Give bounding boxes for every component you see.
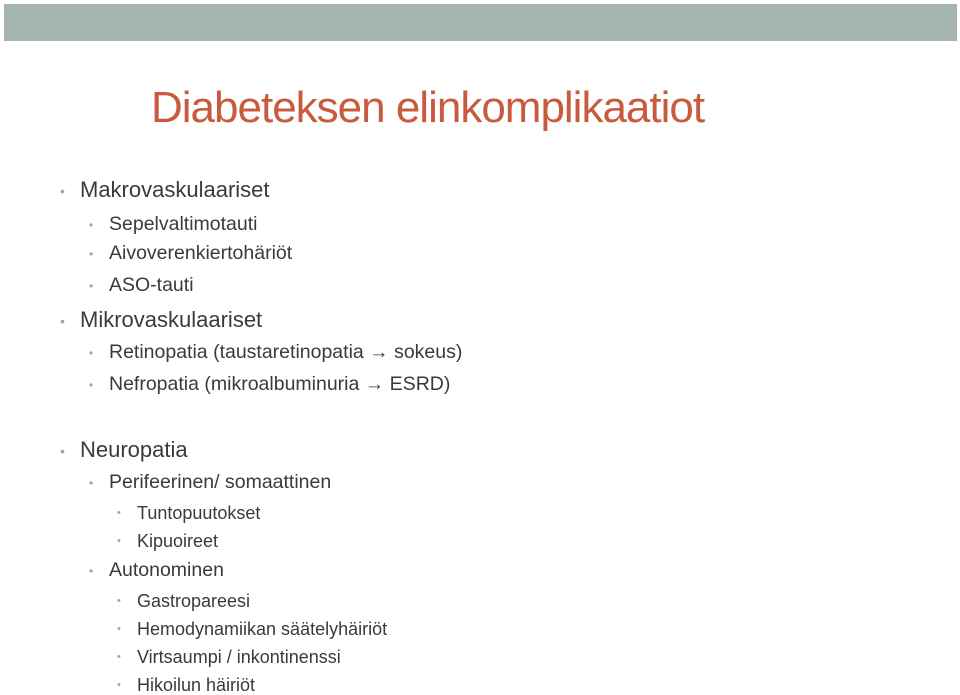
bullet-item-mikrovaskulaariset [60,307,263,332]
slide-title: Diabeteksen elinkomplikaatiot [151,83,705,132]
bullet-text: Autonominen [109,559,224,581]
bullet-item-sepelvaltimotauti [89,213,258,235]
bullet-text: Hikoilun häiriöt [137,675,256,695]
bullet-text: Kipuoireet [137,531,219,551]
bullet-item-virtsaumpi [117,647,341,667]
bullet-item-gastropareesi [117,591,251,611]
bullet-item-nefropatia [89,373,451,395]
bullet-icon: • [89,476,94,490]
bullet-item-aso-tauti [89,274,194,296]
bullet-item-hemodynamiikan [117,619,388,639]
bullet-text: Sepelvaltimotauti [109,213,258,235]
bullet-icon: • [89,564,94,578]
bullet-icon: • [60,313,65,329]
bullet-icon: • [89,378,94,392]
bullet-icon: • [117,595,121,607]
bullet-item-tuntopuutokset [117,503,261,523]
bullet-icon: • [117,535,121,547]
bullet-text: ASO-tauti [109,274,194,296]
bullet-item-hikoilun [117,675,256,695]
bullet-item-neuropatia [60,437,188,462]
bullet-icon: • [60,443,65,459]
bullet-icon: • [89,346,94,360]
bullet-text: Nefropatia (mikroalbuminuria → ESRD) [109,373,451,395]
bullet-text: Makrovaskulaariset [80,177,270,202]
bullet-icon: • [117,679,121,691]
bullet-text: Neuropatia [80,437,188,462]
bullet-item-makrovaskulaariset [60,177,270,202]
bullet-item-retinopatia [89,341,463,363]
bullet-icon: • [89,279,94,293]
bullet-icon: • [89,247,94,261]
bullet-text: Retinopatia (taustaretinopatia → sokeus) [109,341,463,363]
bullet-text: Perifeerinen/ somaattinen [109,471,332,493]
bullet-text: Virtsaumpi / inkontinenssi [137,647,341,667]
bullet-text: Gastropareesi [137,591,251,611]
bullet-icon: • [117,507,121,519]
bullet-icon: • [117,651,121,663]
top-decorative-bar [4,4,957,41]
bullet-icon: • [117,623,121,635]
bullet-item-kipuoireet [117,531,219,551]
bullet-text: Aivoverenkiertohäriöt [109,242,293,264]
bullet-icon: • [60,183,65,199]
bullet-text: Hemodynamiikan säätelyhäiriöt [137,619,388,639]
bullet-text: Tuntopuutokset [137,503,261,523]
bullet-item-aivoverenkiertohairiot [89,242,293,264]
bullet-icon: • [89,218,94,232]
bullet-text: Mikrovaskulaariset [80,307,263,332]
bullet-item-perifeerinen [89,471,332,493]
bullet-item-autonominen [89,559,224,581]
